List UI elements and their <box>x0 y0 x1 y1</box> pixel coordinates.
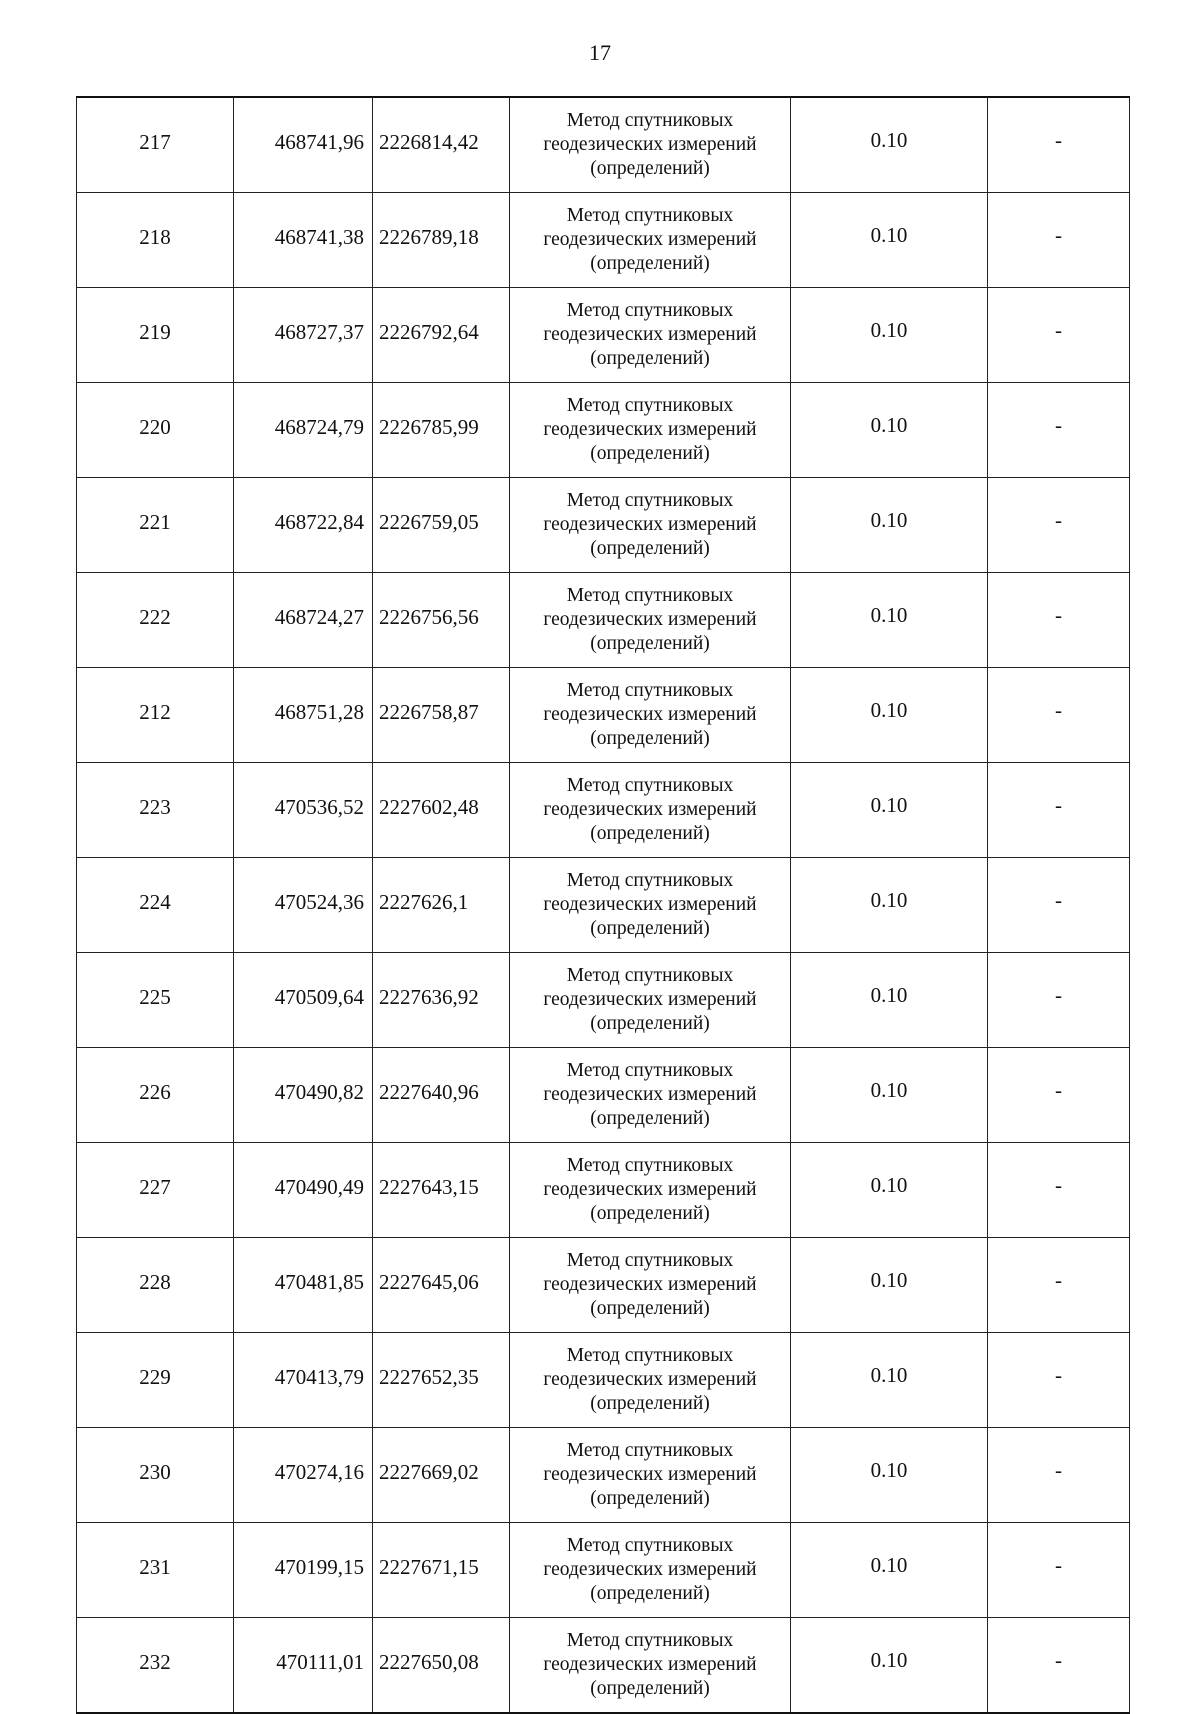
table-row <box>77 1143 1130 1238</box>
method-cell <box>510 383 791 478</box>
table-row <box>77 1333 1130 1428</box>
accuracy-cell: 0.10 <box>791 383 988 478</box>
method-line: геодезических измерений <box>543 704 757 725</box>
method-line: Метод спутниковых <box>566 1155 734 1176</box>
table-row <box>77 1523 1130 1618</box>
accuracy-cell: 0.10 <box>791 763 988 858</box>
table-row <box>77 1238 1130 1333</box>
method-line: Метод спутниковых <box>566 585 734 606</box>
method-line: Метод спутниковых <box>566 870 734 891</box>
method-line: (определений) <box>590 633 710 654</box>
point-number-cell: 228 <box>77 1238 234 1333</box>
x-coordinate-cell: 470413,79 <box>234 1333 373 1428</box>
x-coordinate-cell: 468724,79 <box>234 383 373 478</box>
point-number-cell: 218 <box>77 193 234 288</box>
table-row <box>77 763 1130 858</box>
x-coordinate-cell: 470536,52 <box>234 763 373 858</box>
accuracy-cell: 0.10 <box>791 193 988 288</box>
accuracy-cell: 0.10 <box>791 478 988 573</box>
method-line: (определений) <box>590 1678 710 1699</box>
x-coordinate-cell: 468724,27 <box>234 573 373 668</box>
method-line: геодезических измерений <box>543 894 757 915</box>
x-coordinate-cell: 468741,96 <box>234 97 373 193</box>
coordinates-table-body <box>77 97 1130 1713</box>
accuracy-cell: 0.10 <box>791 953 988 1048</box>
table-row <box>77 288 1130 383</box>
accuracy-cell: 0.10 <box>791 573 988 668</box>
accuracy-cell: 0.10 <box>791 1523 988 1618</box>
method-line: Метод спутниковых <box>566 1250 734 1271</box>
point-number-cell: 231 <box>77 1523 234 1618</box>
method-cell <box>510 478 791 573</box>
point-number-cell: 223 <box>77 763 234 858</box>
note-cell: - <box>988 1618 1130 1714</box>
accuracy-cell: 0.10 <box>791 288 988 383</box>
method-line: геодезических измерений <box>543 1654 757 1675</box>
accuracy-cell: 0.10 <box>791 1428 988 1523</box>
x-coordinate-cell: 468727,37 <box>234 288 373 383</box>
note-cell: - <box>988 668 1130 763</box>
page-number: 17 <box>589 40 611 65</box>
y-coordinate-cell: 2226756,56 <box>373 573 510 668</box>
x-coordinate-cell: 468722,84 <box>234 478 373 573</box>
method-line: геодезических измерений <box>543 1274 757 1295</box>
table-row <box>77 1428 1130 1523</box>
method-line: Метод спутниковых <box>566 395 734 416</box>
x-coordinate-cell: 468751,28 <box>234 668 373 763</box>
method-line: геодезических измерений <box>543 609 757 630</box>
x-coordinate-cell: 470490,49 <box>234 1143 373 1238</box>
method-line: Метод спутниковых <box>566 110 734 131</box>
method-line: Метод спутниковых <box>566 1060 734 1081</box>
accuracy-cell: 0.10 <box>791 1143 988 1238</box>
method-line: Метод спутниковых <box>566 205 734 226</box>
method-line: (определений) <box>590 443 710 464</box>
note-cell: - <box>988 288 1130 383</box>
method-cell <box>510 953 791 1048</box>
y-coordinate-cell: 2227643,15 <box>373 1143 510 1238</box>
coordinates-table <box>76 96 1130 1714</box>
x-coordinate-cell: 470481,85 <box>234 1238 373 1333</box>
x-coordinate-cell: 470490,82 <box>234 1048 373 1143</box>
y-coordinate-cell: 2227640,96 <box>373 1048 510 1143</box>
y-coordinate-cell: 2227671,15 <box>373 1523 510 1618</box>
method-line: геодезических измерений <box>543 229 757 250</box>
note-cell: - <box>988 383 1130 478</box>
method-line: геодезических измерений <box>543 324 757 345</box>
accuracy-cell: 0.10 <box>791 1238 988 1333</box>
y-coordinate-cell: 2227602,48 <box>373 763 510 858</box>
point-number-cell: 222 <box>77 573 234 668</box>
method-cell <box>510 1333 791 1428</box>
table-row <box>77 668 1130 763</box>
method-line: Метод спутниковых <box>566 300 734 321</box>
table-row <box>77 383 1130 478</box>
note-cell: - <box>988 763 1130 858</box>
method-cell <box>510 1618 791 1714</box>
point-number-cell: 227 <box>77 1143 234 1238</box>
method-cell <box>510 193 791 288</box>
method-line: геодезических измерений <box>543 1084 757 1105</box>
y-coordinate-cell: 2227645,06 <box>373 1238 510 1333</box>
note-cell: - <box>988 1238 1130 1333</box>
method-cell <box>510 1428 791 1523</box>
method-cell <box>510 668 791 763</box>
method-line: (определений) <box>590 1298 710 1319</box>
method-line: (определений) <box>590 728 710 749</box>
accuracy-cell: 0.10 <box>791 1333 988 1428</box>
y-coordinate-cell: 2226785,99 <box>373 383 510 478</box>
method-line: (определений) <box>590 538 710 559</box>
point-number-cell: 220 <box>77 383 234 478</box>
method-cell <box>510 97 791 193</box>
accuracy-cell: 0.10 <box>791 1048 988 1143</box>
point-number-cell: 230 <box>77 1428 234 1523</box>
table-row <box>77 953 1130 1048</box>
method-cell <box>510 763 791 858</box>
y-coordinate-cell: 2227652,35 <box>373 1333 510 1428</box>
y-coordinate-cell: 2227669,02 <box>373 1428 510 1523</box>
accuracy-cell: 0.10 <box>791 97 988 193</box>
method-line: Метод спутниковых <box>566 965 734 986</box>
method-line: геодезических измерений <box>543 134 757 155</box>
x-coordinate-cell: 470111,01 <box>234 1618 373 1714</box>
method-line: геодезических измерений <box>543 1369 757 1390</box>
method-line: (определений) <box>590 918 710 939</box>
point-number-cell: 229 <box>77 1333 234 1428</box>
method-cell <box>510 858 791 953</box>
table-row <box>77 1618 1130 1714</box>
method-line: (определений) <box>590 1203 710 1224</box>
method-line: Метод спутниковых <box>566 680 734 701</box>
method-line: геодезических измерений <box>543 989 757 1010</box>
table-row <box>77 97 1130 193</box>
accuracy-cell: 0.10 <box>791 1618 988 1714</box>
table-row <box>77 858 1130 953</box>
method-line: геодезических измерений <box>543 419 757 440</box>
y-coordinate-cell: 2227626,1 <box>373 858 510 953</box>
y-coordinate-cell: 2226792,64 <box>373 288 510 383</box>
x-coordinate-cell: 470524,36 <box>234 858 373 953</box>
y-coordinate-cell: 2226759,05 <box>373 478 510 573</box>
method-line: (определений) <box>590 1583 710 1604</box>
note-cell: - <box>988 953 1130 1048</box>
method-line: геодезических измерений <box>543 1179 757 1200</box>
note-cell: - <box>988 1428 1130 1523</box>
method-cell <box>510 1523 791 1618</box>
method-line: (определений) <box>590 1013 710 1034</box>
method-line: (определений) <box>590 158 710 179</box>
x-coordinate-cell: 470274,16 <box>234 1428 373 1523</box>
table-row <box>77 478 1130 573</box>
method-cell <box>510 1048 791 1143</box>
point-number-cell: 219 <box>77 288 234 383</box>
method-line: (определений) <box>590 1393 710 1414</box>
point-number-cell: 217 <box>77 97 234 193</box>
point-number-cell: 221 <box>77 478 234 573</box>
table-row <box>77 1048 1130 1143</box>
method-cell <box>510 288 791 383</box>
note-cell: - <box>988 858 1130 953</box>
method-line: (определений) <box>590 253 710 274</box>
method-line: геодезических измерений <box>543 1464 757 1485</box>
table-row <box>77 573 1130 668</box>
accuracy-cell: 0.10 <box>791 858 988 953</box>
note-cell: - <box>988 478 1130 573</box>
method-line: Метод спутниковых <box>566 1440 734 1461</box>
method-line: (определений) <box>590 1488 710 1509</box>
method-cell <box>510 1143 791 1238</box>
note-cell: - <box>988 573 1130 668</box>
point-number-cell: 212 <box>77 668 234 763</box>
method-line: (определений) <box>590 823 710 844</box>
method-line: геодезических измерений <box>543 799 757 820</box>
note-cell: - <box>988 1523 1130 1618</box>
point-number-cell: 224 <box>77 858 234 953</box>
method-line: Метод спутниковых <box>566 1345 734 1366</box>
x-coordinate-cell: 470509,64 <box>234 953 373 1048</box>
point-number-cell: 226 <box>77 1048 234 1143</box>
method-line: геодезических измерений <box>543 514 757 535</box>
accuracy-cell: 0.10 <box>791 668 988 763</box>
table-row <box>77 193 1130 288</box>
method-line: геодезических измерений <box>543 1559 757 1580</box>
y-coordinate-cell: 2227636,92 <box>373 953 510 1048</box>
method-cell <box>510 573 791 668</box>
method-cell <box>510 1238 791 1333</box>
y-coordinate-cell: 2226814,42 <box>373 97 510 193</box>
y-coordinate-cell: 2226789,18 <box>373 193 510 288</box>
note-cell: - <box>988 1333 1130 1428</box>
method-line: Метод спутниковых <box>566 775 734 796</box>
x-coordinate-cell: 470199,15 <box>234 1523 373 1618</box>
note-cell: - <box>988 193 1130 288</box>
point-number-cell: 232 <box>77 1618 234 1714</box>
y-coordinate-cell: 2227650,08 <box>373 1618 510 1714</box>
method-line: Метод спутниковых <box>566 490 734 511</box>
method-line: (определений) <box>590 348 710 369</box>
x-coordinate-cell: 468741,38 <box>234 193 373 288</box>
method-line: Метод спутниковых <box>566 1535 734 1556</box>
y-coordinate-cell: 2226758,87 <box>373 668 510 763</box>
note-cell: - <box>988 97 1130 193</box>
point-number-cell: 225 <box>77 953 234 1048</box>
note-cell: - <box>988 1048 1130 1143</box>
method-line: Метод спутниковых <box>566 1630 734 1651</box>
note-cell: - <box>988 1143 1130 1238</box>
method-line: (определений) <box>590 1108 710 1129</box>
